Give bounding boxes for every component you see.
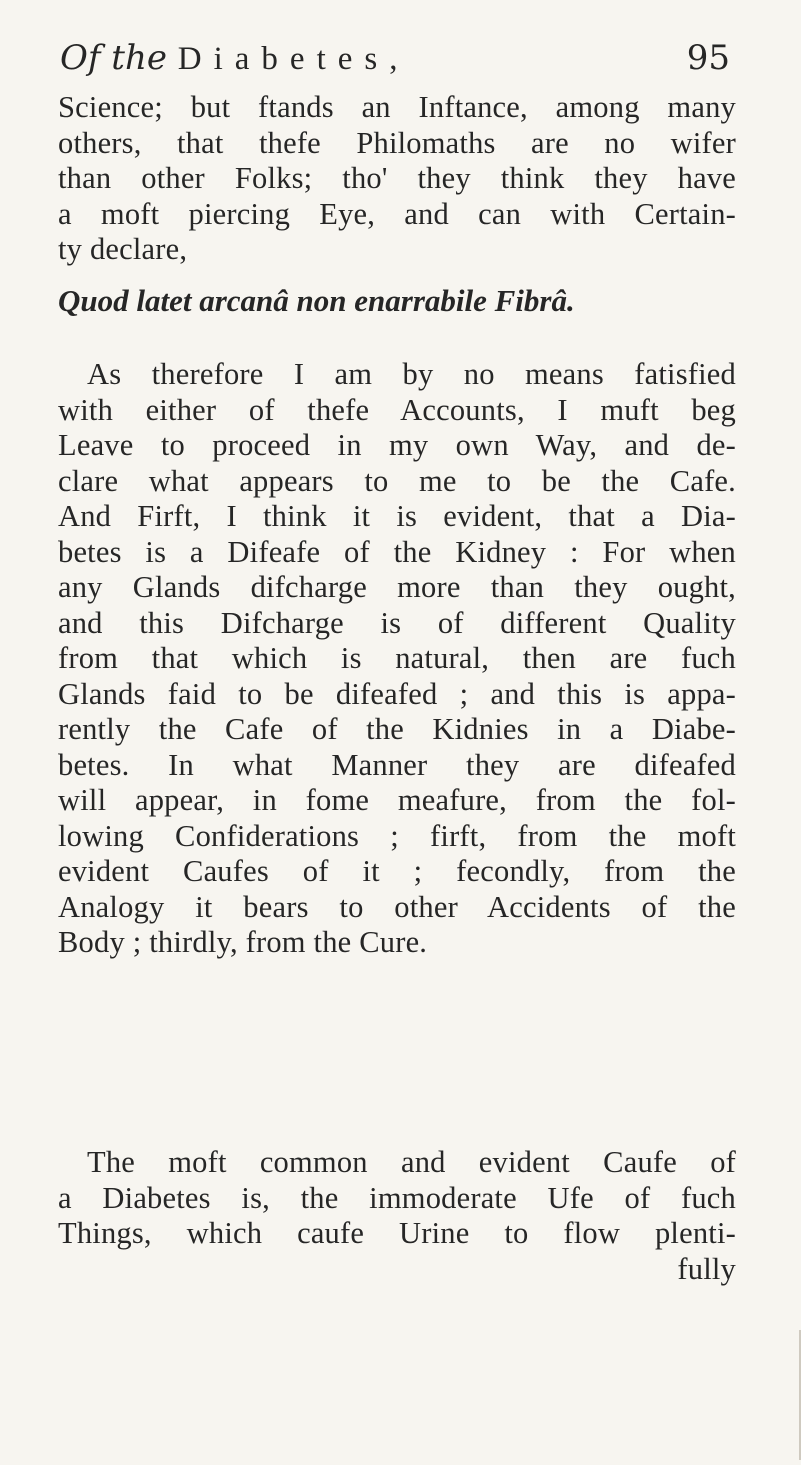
text-line: will appear, in fome meafure, from the fol- bbox=[58, 783, 736, 817]
text-line: and this Difcharge is of different Quality bbox=[58, 605, 736, 640]
paragraph-1 bbox=[58, 90, 736, 268]
text-line: The moft common and evident Caufe of bbox=[87, 1145, 736, 1179]
latin-quote: Quod latet arcanâ non enarrabile Fibrâ. bbox=[58, 283, 575, 318]
text-line: Body ; thirdly, from the Cure. bbox=[58, 925, 428, 959]
running-header bbox=[60, 38, 730, 98]
text-line: As therefore I am by no means fatisfied bbox=[87, 357, 736, 391]
text-line: others, that thefe Philomaths are no wifer bbox=[58, 125, 736, 160]
text-line: evident Caufes of it ; fecondly, from the bbox=[58, 854, 736, 888]
text-line: ty declare, bbox=[58, 232, 188, 266]
text-line: from that which is natural, then are fuch bbox=[58, 641, 736, 675]
text-line: Leave to proceed in my own Way, and de- bbox=[58, 428, 736, 462]
text-line: clare what appears to me to be the Cafe. bbox=[58, 463, 736, 498]
text-line: rently the Cafe of the Kidnies in a Diabe- bbox=[58, 712, 736, 746]
header-of: Of bbox=[60, 38, 101, 78]
text-line: lowing Confiderations ; firft, from the moft bbox=[58, 818, 736, 853]
paragraph-2 bbox=[58, 357, 736, 961]
text-line: betes. In what Manner they are difeafed bbox=[58, 747, 736, 782]
header-the: the bbox=[111, 38, 167, 78]
text-line: Things, which caufe Urine to flow plenti- bbox=[58, 1216, 736, 1250]
text-line: with either of thefe Accounts, I muft beg bbox=[58, 392, 736, 427]
text-line: than other Folks; tho' they think they have bbox=[58, 161, 736, 195]
text-line: a moft piercing Eye, and can with Certain- bbox=[58, 196, 736, 231]
text-line: a Diabetes is, the immoderate Ufe of fuch bbox=[58, 1180, 736, 1215]
text-line: Science; but ftands an Inftance, among many bbox=[58, 90, 736, 124]
text-line: Analogy it bears to other Accidents of the bbox=[58, 889, 736, 924]
text-line: Glands faid to be difeafed ; and this is appa- bbox=[58, 676, 736, 711]
text-line: betes is a Difeafe of the Kidney : For when bbox=[58, 534, 736, 569]
page-number: 95 bbox=[686, 38, 730, 78]
text-line: And Firft, I think it is evident, that a Dia- bbox=[58, 499, 736, 533]
header-title: Diabetes, bbox=[177, 41, 410, 77]
paragraph-3 bbox=[58, 1145, 736, 1287]
catchword: fully bbox=[677, 1251, 736, 1286]
text-line: any Glands difcharge more than they ought, bbox=[58, 570, 736, 604]
